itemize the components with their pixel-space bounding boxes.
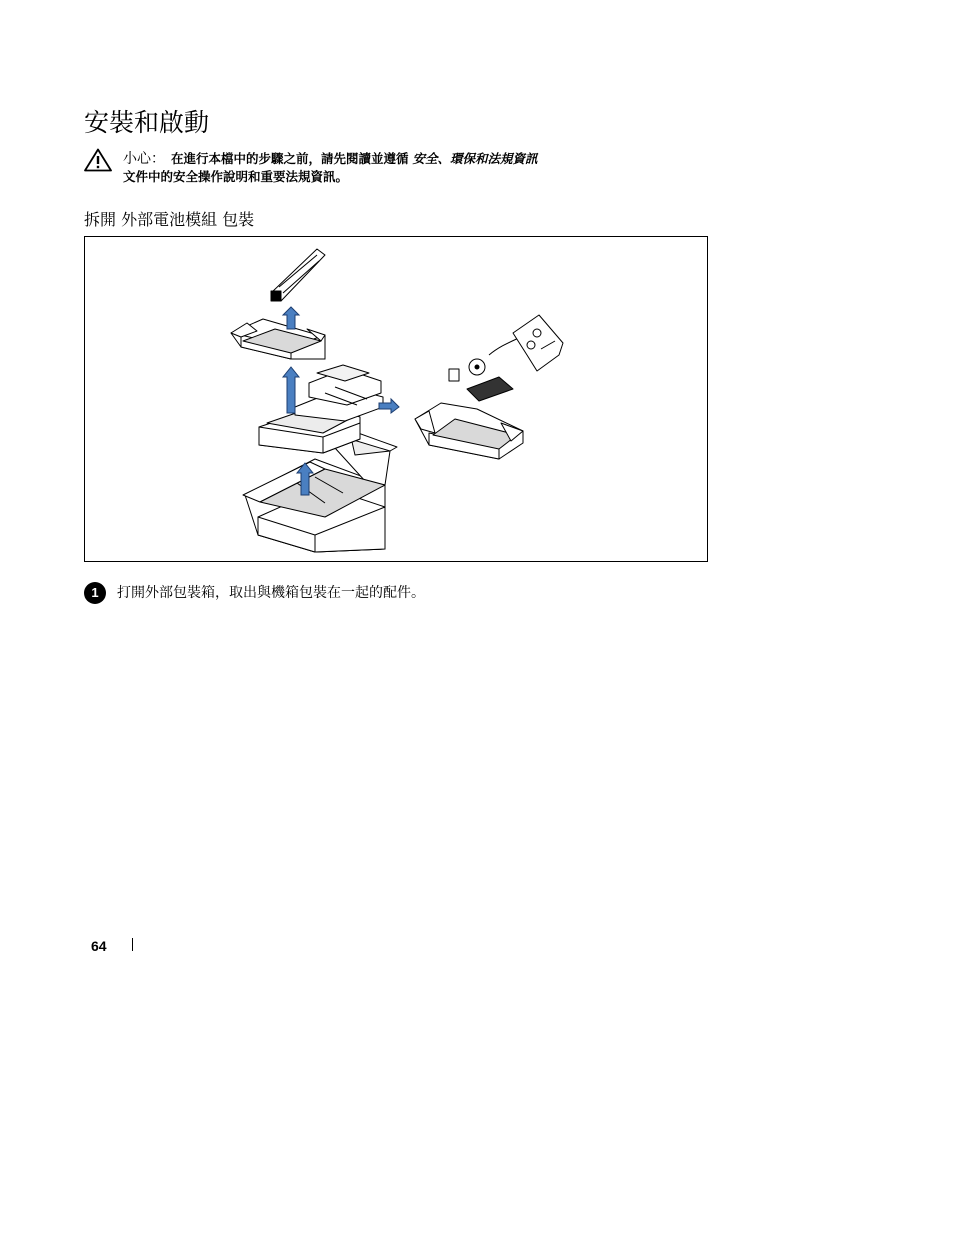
- caution-body-1: 在進行本檔中的步驟之前，請先閱讀並遵循: [171, 151, 409, 166]
- small-open-box-top: [231, 319, 325, 359]
- caution-document-reference: 安全、環保和法規資訊: [412, 151, 538, 166]
- unpacking-diagram: [85, 237, 709, 563]
- caution-line-2: 文件中的安全操作說明和重要法規資訊。: [123, 169, 349, 184]
- foam-tray: [295, 365, 383, 421]
- caution-text: [123, 150, 538, 185]
- caution-label: 小心：: [123, 151, 165, 167]
- page-title: 安裝和啟動: [84, 108, 210, 137]
- accessory-open-box: [415, 403, 523, 459]
- accessories: [449, 315, 563, 401]
- warning-triangle-icon: [84, 148, 112, 172]
- step-text: 打開外部包裝箱，取出與機箱包裝在一起的配件。: [117, 585, 425, 601]
- page-number: 64: [91, 938, 107, 954]
- rail-bracket: [271, 249, 325, 301]
- section-heading: 拆開 外部電池模組 包裝: [84, 210, 255, 229]
- unpacking-illustration: [84, 236, 708, 562]
- caution-line-1: [123, 150, 538, 168]
- page-number-separator: [132, 938, 133, 951]
- step-number-badge: 1: [84, 582, 106, 604]
